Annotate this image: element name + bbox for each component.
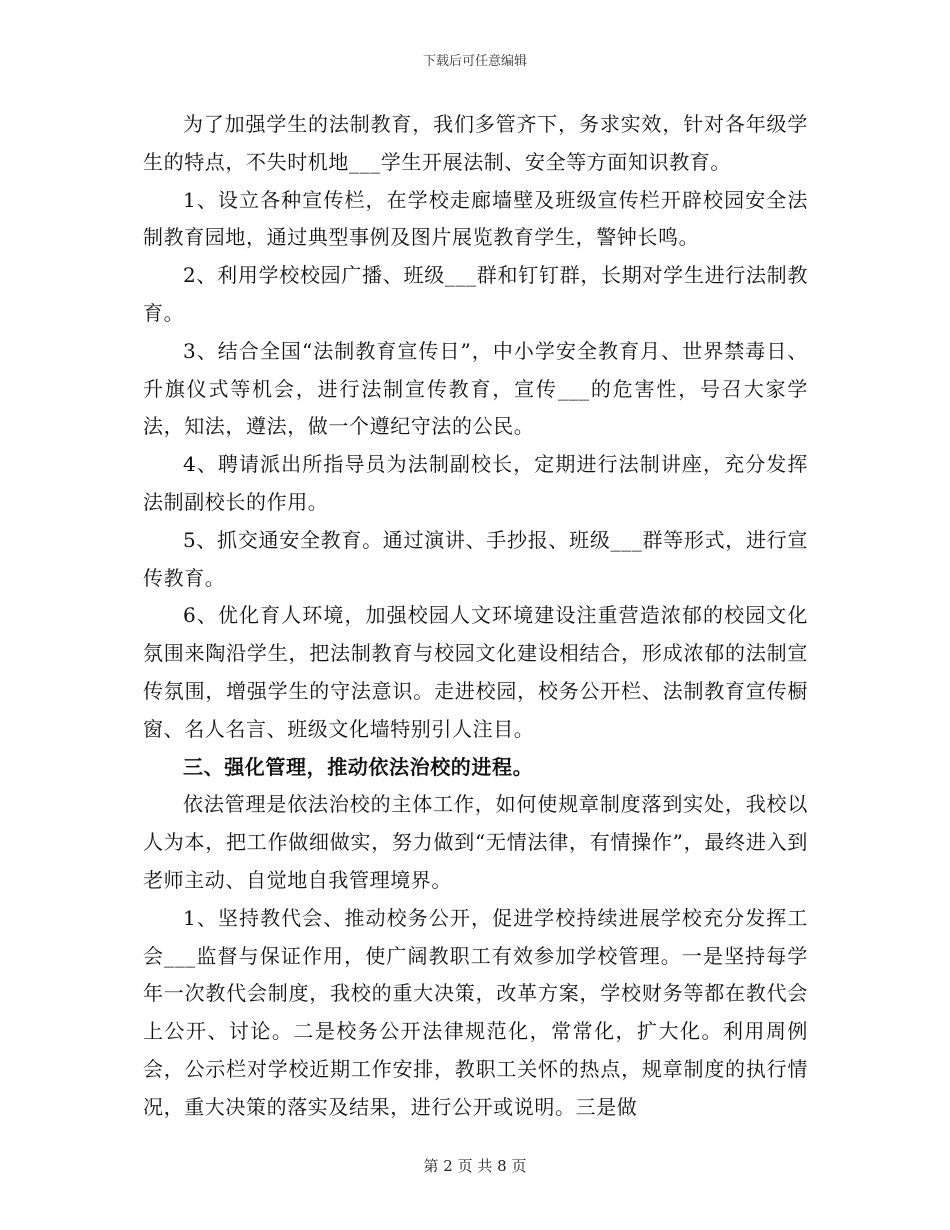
paragraph-management-item-1: 1、坚持教代会、推动校务公开，促进学校持续进展学校充分发挥工会___监督与保证作用，使广阔教职工有效参加学校管理。一是坚持每学年一次教代会制度，我校的重大决策，改革方案，学校财务等都在教代会上公开、讨论。二是校务公开法律规范化，常常化，扩大化。利用周例会，公示栏对学校近期工作安排，教职工关怀的热点，规章制度的执行情况，重大决策的落实及结果，进行公开或说明。三是做	[143, 905, 808, 1119]
paragraph-item-4-vice-principal: 4、聘请派出所指导员为法制副校长，定期进行法制讲座，充分发挥法制副校长的作用。	[143, 452, 808, 514]
paragraph-intro: 为了加强学生的法制教育，我们多管齐下，务求实效，针对各年级学生的特点，不失时机地___学生开展法制、安全等方面知识教育。	[143, 112, 808, 174]
document-body	[143, 106, 808, 1127]
paragraph-item-2-broadcast: 2、利用学校校园广播、班级___群和钉钉群，长期对学生进行法制教育。	[143, 263, 808, 325]
page-footer: 第 2 页 共 8 页	[423, 1157, 527, 1175]
paragraph-item-3-publicity-days: 3、结合全国“法制教育宣传日”，中小学安全教育月、世界禁毒日、升旗仪式等机会，进行法制宣传教育，宣传___的危害性，号召大家学法，知法，遵法，做一个遵纪守法的公民。	[143, 338, 808, 439]
section-heading: 三、强化管理，推动依法治校的进程。	[183, 754, 534, 779]
paragraph-item-1-bulletin-boards: 1、设立各种宣传栏，在学校走廊墙壁及班级宣传栏开辟校园安全法制教育园地，通过典型事例及图片展览教育学生，警钟长鸣。	[143, 187, 808, 250]
paragraph-item-6-environment: 6、优化育人环境，加强校园人文环境建设注重营造浓郁的校园文化氛围来陶沿学生，把法制教育与校园文化建设相结合，形成浓郁的法制宣传氛围，增强学生的守法意识。走进校园，校务公开栏、法制教育宣传橱窗、名人名言、班级文化墙特别引人注目。	[143, 603, 808, 741]
paragraph-management-intro: 依法管理是依法治校的主体工作，如何使规章制度落到实处，我校以人为本，把工作做细做实，努力做到“无情法律，有情操作”，最终进入到老师主动、自觉地自我管理境界。	[143, 792, 808, 892]
page-header: 下载后可任意编辑	[422, 54, 527, 69]
paragraph-item-5-traffic-safety: 5、抓交通安全教育。通过演讲、手抄报、班级___群等形式，进行宣传教育。	[143, 527, 808, 590]
